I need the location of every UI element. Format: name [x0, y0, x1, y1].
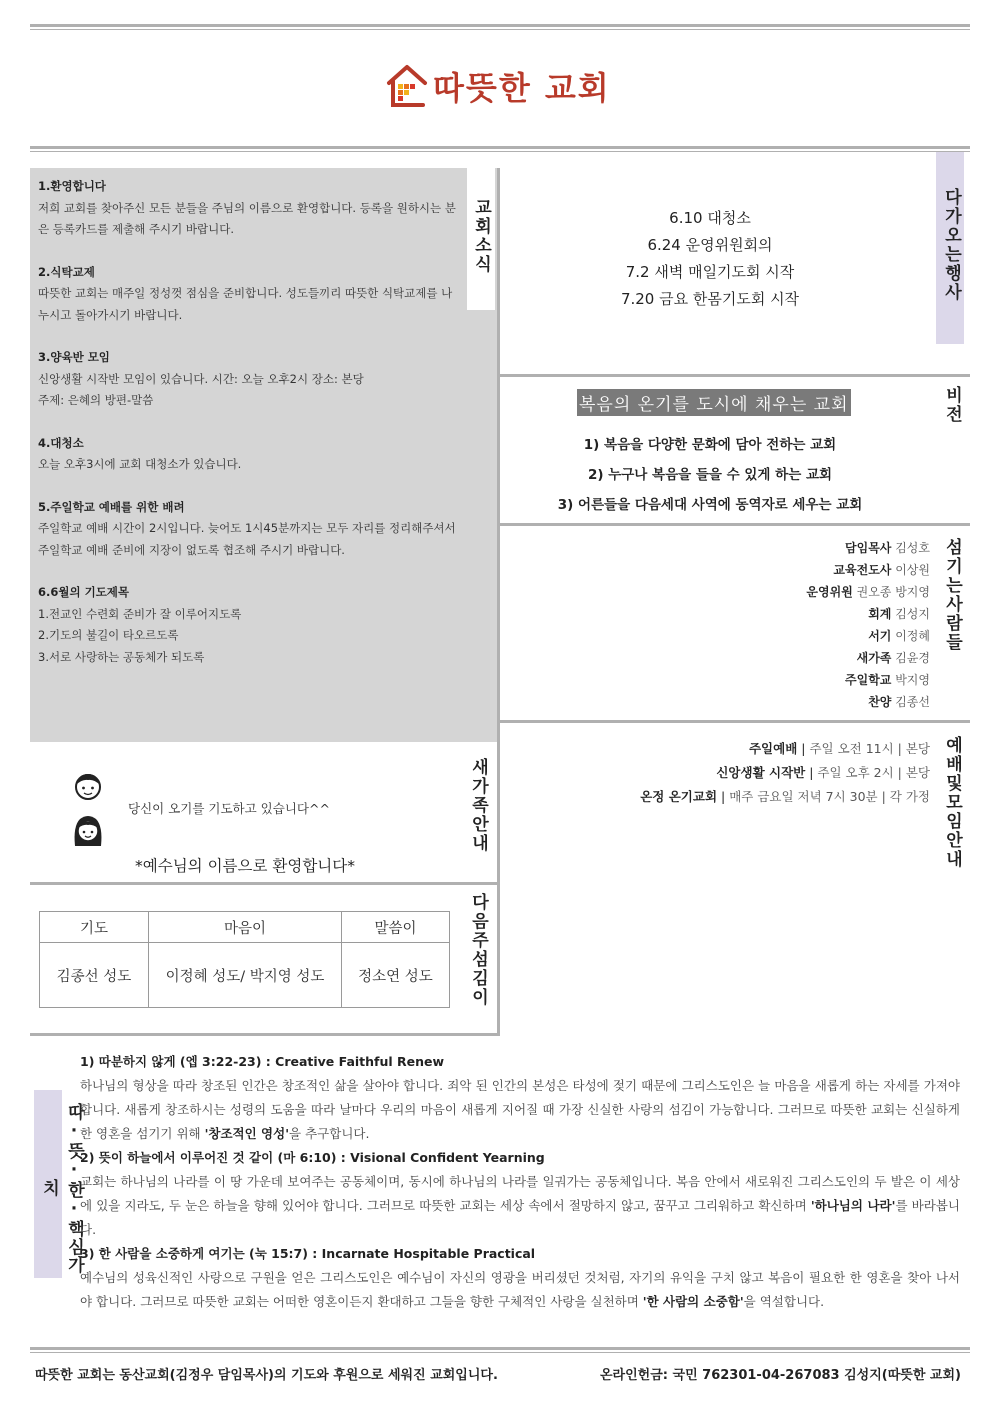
event-item: 6.24 운영위원회의 [647, 236, 773, 254]
core-values-body [80, 1050, 960, 1314]
news-label-box [467, 168, 495, 310]
vision-divider [500, 523, 970, 526]
servant-role: 새가족 [856, 651, 892, 665]
event-item: 6.10 대청소 [669, 209, 751, 227]
core-value-sentence: 하나님의 형상을 따라 창조된 인간은 창조적인 삶을 살아야 합니다. 죄악 된 인간의 본성은 타성에 젖기 때문에 그리스도인은 늘 마음을 새롭게 하는 자세를 가져야합니다. 새롭게 창조하시는 성령의 도움을 따라 날마다 우리의 마음이 새롭게 지어질 때 가장 신실한 사랑의 섬김이 가능합니다. 그러므로 따뜻한 교회는 신실하게 한 영혼을 섬기기 위해 [80, 1078, 961, 1141]
servant-role: 서기 [868, 629, 892, 643]
church-news-panel [30, 168, 497, 742]
events-list [500, 205, 920, 313]
house-icon [385, 63, 429, 109]
servant-row [640, 559, 930, 581]
servant-name: 이정혜 [895, 629, 930, 643]
core-value-sentence: 교회는 하나님의 나라를 이 땅 가운데 보여주는 공동체이며, 동시에 하나님의 나라를 일궈가는 공동체입니다. 복음 안에서 새로워진 그리스도인의 두 발은 이 세상에 있을 지라도, 두 눈은 하늘을 향해 있어야 합니다. 그러므로 따뜻한 교회는 세상 속에서 절망하지 않고, 꿈꾸고 그리워하고 확신하며 [80, 1174, 960, 1213]
core-value-text [80, 1074, 960, 1146]
church-title: 따뜻한 교회 [433, 69, 611, 107]
servant-row [640, 647, 930, 669]
servant-name: 권오종 방지영 [856, 585, 930, 599]
worship-row [560, 785, 930, 809]
core-value-heading: 1) 따분하지 않게 (엡 3:22-23) : Creative Faithful Renew [80, 1054, 445, 1069]
news-item-text: 2.기도의 불길이 타오르도록 [38, 628, 179, 642]
separator: | [805, 765, 814, 780]
news-item-text: 신앙생활 시작반 모임이 있습니다. 시간: 오늘 오후2시 장소: 본당 [38, 371, 364, 386]
welcome-message: *예수님의 이름으로 환영합니다* [135, 857, 356, 875]
news-item-title: 4.대청소 [38, 435, 84, 450]
news-item-text: 1.전교인 수련회 준비가 잘 이루어지도록 [38, 606, 242, 621]
news-item-title: 1.환영합니다 [38, 179, 106, 193]
newcomer-label: 새가족안내 [468, 758, 488, 853]
worship-info: 주일 오후 2시 | 본당 [813, 765, 930, 780]
newcomer-message: 당신이 오기를 기도하고 있습니다^^ [128, 801, 330, 816]
core-value-sentence: 예수님의 성육신적인 사랑으로 구원을 얻은 그리스도인은 예수님이 자신의 영광을 버리셨던 것처럼, 자기의 유익을 구치 않고 복음이 필요한 한 영혼을 찾아 나서야 합니다. 그러므로 따뜻한 교회는 어떠한 영혼이든지 환대하고 그들을 향한 구체적인 사랑을 실천하며 [80, 1270, 960, 1309]
news-item-title: 6.6월의 기도제목 [38, 585, 130, 599]
servant-name: 김종선 [895, 695, 930, 709]
servant-role: 담임목사 [845, 541, 892, 555]
core-value-sentence: 를 바라봅니다. [80, 1198, 960, 1237]
worship-label: 예배및모임안내 [942, 736, 962, 869]
girl-avatar-icon [72, 812, 104, 852]
core-value-emphasis: '한 사람의 소중함' [642, 1294, 744, 1309]
news-item-title: 5.주일학교 예배를 위한 배려 [38, 499, 185, 514]
events-divider [500, 374, 970, 377]
servant-name: 김성지 [895, 607, 930, 621]
footer-rule [30, 1347, 970, 1353]
servant-role: 회계 [868, 607, 892, 621]
servant-name: 김윤경 [895, 651, 930, 665]
servant-row [640, 691, 930, 713]
core-value-text [80, 1266, 960, 1314]
core-value-sentence: 을 역설합니다. [743, 1294, 825, 1309]
servants-label: 섬기는사람들 [942, 538, 962, 652]
event-item: 7.20 금요 한몸기도회 시작 [620, 290, 800, 308]
worship-info: 매주 금요일 저녁 7시 30분 | 각 가정 [725, 789, 930, 804]
servant-row [640, 603, 930, 625]
vision-item: 3) 어른들을 다음세대 사역에 동역자로 세우는 교회 [557, 497, 863, 513]
servant-name: 박지영 [895, 673, 930, 687]
news-item-text: 주일학교 예배 시간이 2시입니다. 늦어도 1시45분까지는 모두 자리를 정리해주셔서 주일학교 예배 준비에 지장이 없도록 협조해 주시기 바랍니다. [38, 521, 456, 557]
news-item-text: 3.서로 사랑하는 공동체가 되도록 [38, 649, 205, 664]
servant-row [640, 581, 930, 603]
core-values-label: 따·뜻·한·핵심가치 [39, 1102, 84, 1274]
vision-slogan: 복음의 온기를 도시에 채우는 교회 [577, 389, 851, 416]
next-week-table [39, 911, 450, 1008]
servants-divider [500, 720, 970, 723]
worship-name: 주일예배 [748, 741, 798, 756]
newcomer-divider [30, 882, 497, 885]
servant-role: 주일학교 [845, 673, 892, 687]
event-item: 7.2 새벽 매일기도회 시작 [625, 263, 795, 281]
news-body [38, 176, 458, 668]
core-value-emphasis: '하나님의 나라' [810, 1198, 896, 1213]
table-header-cell: 말씀이 [342, 912, 450, 943]
footer-support-note: 따뜻한 교회는 동산교회(김정우 담임목사)의 기도와 후원으로 세워진 교회입니다. [35, 1368, 498, 1383]
core-value-text [80, 1170, 960, 1242]
servant-role: 교육전도사 [833, 563, 892, 577]
servants-list [640, 537, 930, 713]
table-header-cell: 마음이 [149, 912, 342, 943]
vision-label: 비전 [942, 386, 962, 424]
church-logo [385, 58, 611, 114]
core-value-emphasis: '창조적인 영성' [204, 1126, 290, 1141]
news-item-title: 2.식탁교제 [38, 264, 95, 279]
separator: | [797, 741, 806, 756]
table-cell: 이정혜 성도/ 박지영 성도 [149, 943, 342, 1008]
core-value-sentence: 을 추구합니다. [289, 1126, 370, 1141]
next-week-label: 다음주섬김이 [468, 893, 488, 1007]
servant-role: 운영위원 [806, 585, 853, 599]
events-label-box [936, 152, 964, 344]
header-rule [30, 146, 970, 152]
worship-row [560, 761, 930, 785]
core-value-heading: 3) 한 사람을 소중하게 여기는 (눅 15:7) : Incarnate Hospitable Practical [80, 1246, 536, 1261]
table-cell: 김종선 성도 [40, 943, 149, 1008]
footer-offering-account: 온라인헌금: 국민 762301-04-267083 김성지(따뜻한 교회) [600, 1368, 961, 1383]
servant-role: 찬양 [868, 695, 892, 709]
news-item-text: 오늘 오후3시에 교회 대청소가 있습니다. [38, 457, 242, 471]
vision-list [500, 430, 920, 520]
separator: | [717, 789, 726, 804]
servant-row [640, 537, 930, 559]
table-cell: 정소연 성도 [342, 943, 450, 1008]
vision-item: 2) 누구나 복음을 들을 수 있게 하는 교회 [587, 467, 833, 483]
servant-row [640, 625, 930, 647]
worship-row [560, 737, 930, 761]
news-item-title: 3.양육반 모임 [38, 350, 110, 364]
servant-name: 김성호 [895, 541, 930, 555]
worship-info: 주일 오전 11시 | 본당 [805, 741, 930, 756]
worship-name: 신앙생활 시작반 [716, 765, 806, 780]
table-divider [30, 1033, 500, 1036]
table-header-cell: 기도 [40, 912, 149, 943]
servant-name: 이상원 [895, 563, 930, 577]
news-item-text: 주제: 은혜의 방편-말씀 [38, 393, 154, 407]
news-label: 교회소식 [471, 198, 491, 274]
core-values-label-box [34, 1090, 84, 1278]
events-label: 다가오는행사 [941, 188, 961, 302]
news-item-text: 따뜻한 교회는 매주일 정성껏 점심을 준비합니다. 성도들끼리 따뜻한 식탁교제를 나누시고 돌아가시기 바랍니다. [38, 286, 453, 322]
boy-avatar-icon [72, 770, 104, 806]
core-value-heading: 2) 뜻이 하늘에서 이루어진 것 같이 (마 6:10) : Visional Confident Yearning [80, 1150, 545, 1165]
news-item-text: 저희 교회를 찾아주신 모든 분들을 주님의 이름으로 환영합니다. 등록을 원하시는 분은 등록카드를 제출해 주시기 바랍니다. [38, 200, 456, 236]
top-rule [30, 24, 970, 30]
servant-row [640, 669, 930, 691]
worship-list [560, 737, 930, 809]
worship-name: 온정 온기교회 [640, 789, 718, 804]
vision-item: 1) 복음을 다양한 문화에 담아 전하는 교회 [583, 437, 837, 453]
